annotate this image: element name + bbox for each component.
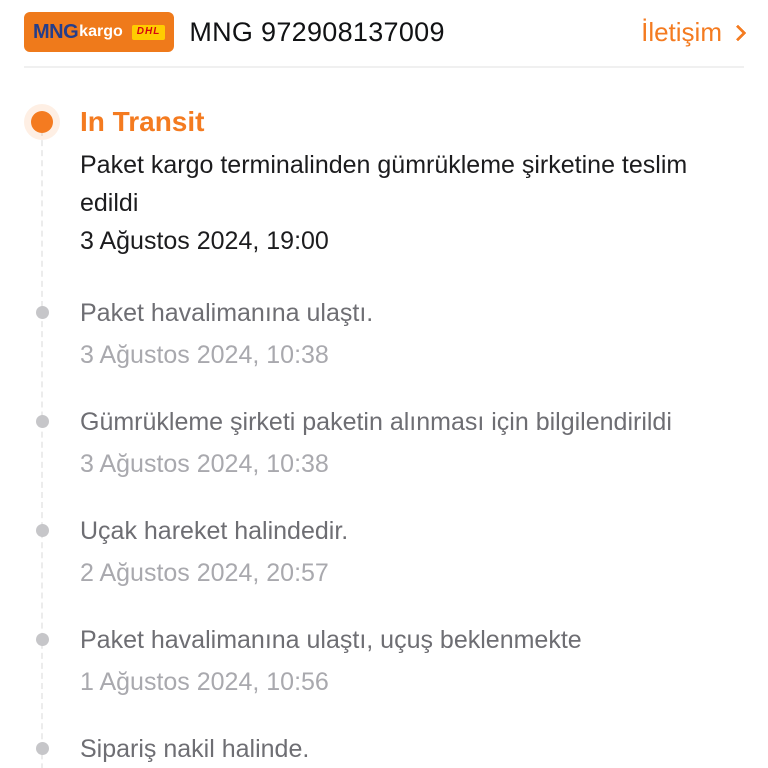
event-dot-icon <box>36 415 49 428</box>
mng-logo-text: MNG <box>33 20 79 43</box>
event-dot-icon <box>36 742 49 755</box>
event-title: Uçak hareket halindedir. <box>80 517 349 545</box>
event-title: Sipariş nakil halinde. <box>80 735 310 763</box>
current-status-description: Paket kargo terminalinden gümrükleme şirketine teslim edildi <box>80 151 688 217</box>
timeline-event <box>80 625 744 697</box>
event-title: Paket havalimanına ulaştı, uçuş beklenmekte <box>80 626 582 654</box>
tracking-header <box>0 0 768 64</box>
mng-kargo-logo <box>24 12 174 52</box>
current-status-dot-icon <box>31 111 53 133</box>
event-datetime: 3 Ağustos 2024, 10:38 <box>80 450 329 478</box>
event-datetime: 1 Ağustos 2024, 10:56 <box>80 668 329 696</box>
contact-link[interactable] <box>641 17 744 48</box>
chevron-right-icon <box>730 25 747 42</box>
event-datetime: 3 Ağustos 2024, 10:38 <box>80 341 329 369</box>
event-datetime: 2 Ağustos 2024, 20:57 <box>80 559 329 587</box>
event-title: Paket havalimanına ulaştı. <box>80 299 374 327</box>
current-status-block <box>80 104 744 260</box>
current-status-datetime: 3 Ağustos 2024, 19:00 <box>80 227 329 255</box>
event-dot-icon <box>36 306 49 319</box>
timeline-event <box>80 734 744 764</box>
timeline-event <box>80 516 744 588</box>
contact-link-label: İletişim <box>641 16 722 47</box>
timeline-event <box>80 298 744 370</box>
timeline-dashed-line <box>41 120 43 768</box>
dhl-logo-badge: DHL <box>132 25 166 40</box>
tracking-number: MNG 972908137009 <box>189 16 445 47</box>
event-dot-icon <box>36 524 49 537</box>
kargo-logo-text: kargo <box>79 23 123 40</box>
timeline-event <box>80 407 744 479</box>
event-dot-icon <box>36 633 49 646</box>
tracking-timeline <box>0 68 768 764</box>
event-title: Gümrükleme şirketi paketin alınması için bilgilendirildi <box>80 408 672 436</box>
current-status-title: In Transit <box>80 106 205 137</box>
